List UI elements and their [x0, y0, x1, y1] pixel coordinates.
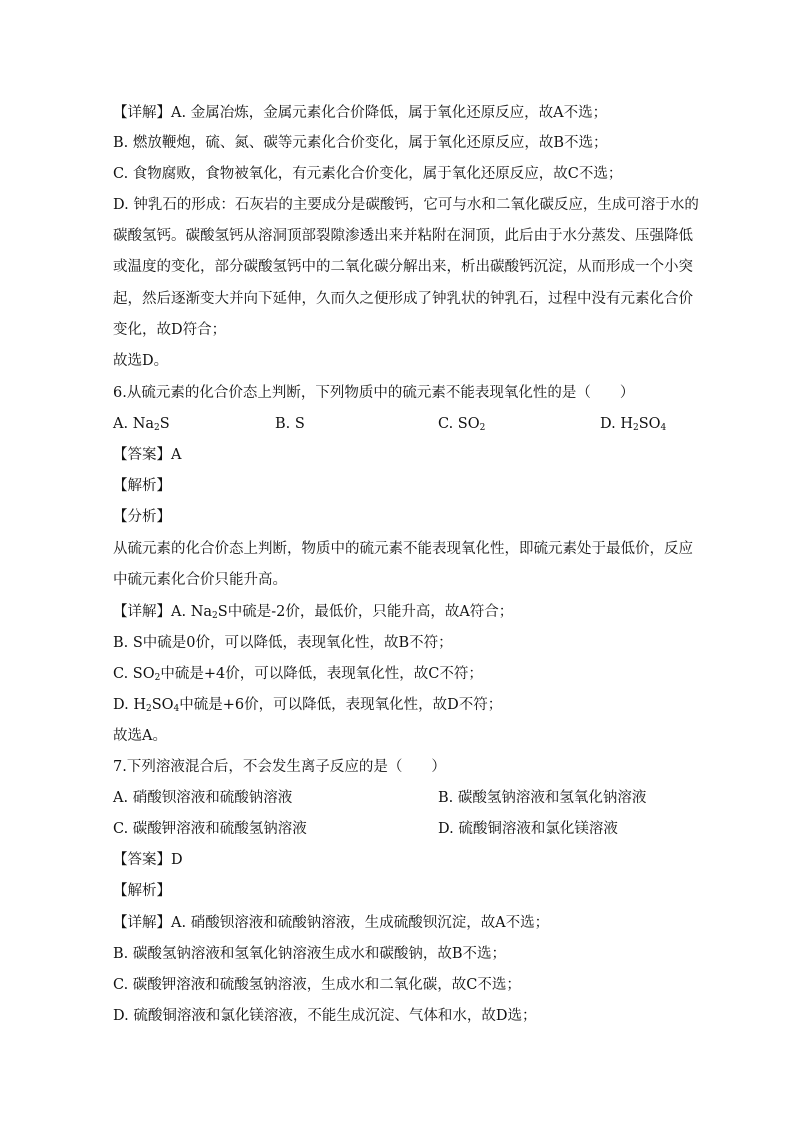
explanation-line-1: 【详解】A. 金属冶炼，金属元素化合价降低，属于氧化还原反应，故A不选； [113, 105, 608, 121]
q6-selection: 故选A。 [113, 728, 167, 744]
q6-detail-b: B. S中硫是0价，可以降低，表现氧化性，故B不符； [113, 635, 453, 651]
selection-line: 故选D。 [113, 353, 169, 369]
q6-option-a: A. $Na_2S$ [113, 416, 170, 433]
explanation-line-6: 或温度的变化，部分碳酸氢钙中的二氧化碳分解出来，析出碳酸钙沉淀，从而形成一个小突 [113, 259, 693, 275]
q7-option-d: D. 硫酸铜溶液和氯化镁溶液 [438, 821, 618, 837]
q7-option-c: C. 碳酸钾溶液和硫酸氢钠溶液 [113, 821, 307, 837]
q6-analysis-heading: 【解析】 [113, 478, 171, 494]
question-6: 6.从硫元素的化合价态上判断，下列物质中的硫元素不能表现氧化性的是（ ） [113, 385, 635, 401]
explanation-line-5: 碳酸氢钙。碳酸氢钙从溶洞顶部裂隙渗透出来并粘附在洞顶，此后由于水分蒸发、压强降低 [113, 228, 693, 244]
q6-option-b: B. S [275, 416, 305, 432]
explanation-line-7: 起，然后逐渐变大并向下延伸，久而久之便形成了钟乳状的钟乳石，过程中没有元素化合价 [113, 291, 693, 307]
q7-answer: 【答案】D [113, 852, 183, 868]
q7-option-b: B. 碳酸氢钠溶液和氢氧化钠溶液 [438, 790, 647, 806]
explanation-line-4: D. 钟乳石的形成：石灰岩的主要成分是碳酸钙，它可与水和二氧化碳反应，生成可溶于水的 [113, 197, 699, 213]
q6-analysis-line-1: 从硫元素的化合价态上判断，物质中的硫元素不能表现氧化性，即硫元素处于最低价，反应 [113, 541, 693, 557]
q6-option-c: C. $SO_2$ [438, 416, 486, 433]
question-7: 7.下列溶液混合后，不会发生离子反应的是（ ） [113, 759, 446, 775]
q6-detail-a: 【详解】A. $Na_2S$中硫是-2价，最低价，只能升高，故A符合； [113, 604, 514, 621]
q7-option-a: A. 硝酸钡溶液和硫酸钠溶液 [113, 790, 293, 806]
q7-detail-c: C. 碳酸钾溶液和硫酸氢钠溶液，生成水和二氧化碳，故C不选； [113, 977, 521, 993]
explanation-line-2: B. 燃放鞭炮，硫、氮、碳等元素化合价变化，属于氧化还原反应，故B不选； [113, 135, 608, 151]
q6-detail-c: C. $SO_2$中硫是+4价，可以降低，表现氧化性，故C不符； [113, 666, 483, 683]
q7-analysis-heading: 【解析】 [113, 883, 171, 899]
explanation-line-8: 变化，故D符合； [113, 322, 227, 338]
q7-detail-a: 【详解】A. 硝酸钡溶液和硫酸钠溶液，生成硫酸钡沉淀，故A不选； [113, 915, 550, 931]
q7-detail-b: B. 碳酸氢钠溶液和氢氧化钠溶液生成水和碳酸钠，故B不选； [113, 946, 507, 962]
q6-detail-d: D. $H_2SO_4$中硫是+6价，可以降低，表现氧化性，故D不符； [113, 697, 503, 714]
q6-analysis-line-2: 中硫元素化合价只能升高。 [113, 572, 287, 588]
q6-answer: 【答案】A [113, 447, 182, 463]
explanation-line-3: C. 食物腐败，食物被氧化，有元素化合价变化，属于氧化还原反应，故C不选； [113, 166, 623, 182]
q7-detail-d: D. 硫酸铜溶液和氯化镁溶液，不能生成沉淀、气体和水，故D选； [113, 1008, 537, 1024]
q6-option-d: D. $H_2SO_4$ [600, 416, 667, 433]
q6-fenxi-heading: 【分析】 [113, 509, 171, 525]
